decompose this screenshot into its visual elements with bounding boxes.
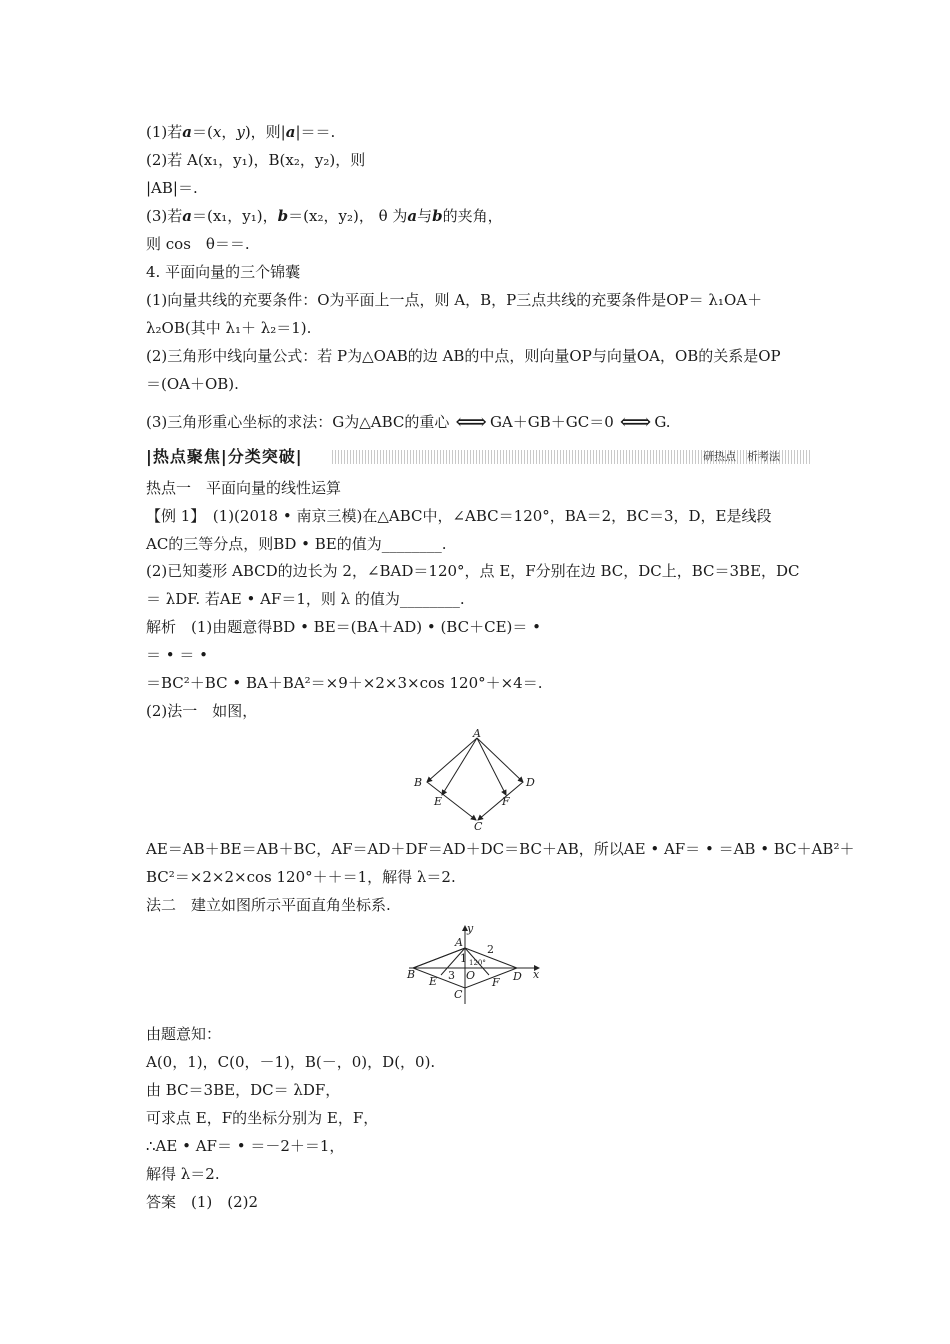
label-two: 2 bbox=[487, 943, 494, 956]
text-line: (3)若a＝(x₁，y₁)，b＝(x₂，y₂)， θ 为a与b的夹角， bbox=[146, 207, 503, 225]
example-line: (2)已知菱形 ABCD的边长为 2，∠BAD＝120°，点 E，F分别在边 BC，DC上，BC＝3BE，DC bbox=[146, 562, 800, 580]
rhombus-figure bbox=[405, 728, 545, 832]
subsection-heading: 热点一 平面向量的线性运算 bbox=[146, 479, 342, 497]
label-three: 3 bbox=[448, 969, 455, 982]
iff-arrow: ⟺ bbox=[455, 410, 484, 435]
label-y: y bbox=[467, 922, 474, 935]
segment-ba bbox=[413, 948, 465, 968]
text-line: (1)向量共线的充要条件：O为平面上一点，则 A，B，P三点共线的充要条件是OP＝ λ₁OA＋ bbox=[146, 291, 763, 309]
coordinate-figure bbox=[405, 922, 545, 1006]
text-line: λ₂OB(其中 λ₁＋ λ₂＝1). bbox=[146, 319, 312, 337]
label-b: B bbox=[407, 968, 416, 981]
solution-line: (2)法一 如图， bbox=[146, 702, 258, 720]
banner-title: |热点聚焦|分类突破| bbox=[146, 446, 309, 468]
vector-dc bbox=[478, 782, 523, 820]
solution-line: 由题意知： bbox=[146, 1025, 222, 1043]
solution-line: BC²＝×2×2×cos 120°＋＋＝1，解得 λ＝2. bbox=[146, 868, 456, 886]
solution-line: 解析 (1)由题意得BD • BE＝(BA＋AD) • (BC＋CE)＝ • bbox=[146, 618, 541, 636]
text-line: (2)三角形中线向量公式：若 P为△OAB的边 AB的中点，则向量OP与向量OA，OB的关系是OP bbox=[146, 347, 781, 365]
vector-ad bbox=[477, 738, 523, 782]
solution-line: ∴AE • AF＝ • ＝－2＋＝1， bbox=[146, 1137, 345, 1155]
text-line: |AB|＝. bbox=[146, 179, 198, 197]
banner-tag: 研热点 析考法 bbox=[703, 450, 780, 463]
label-d: D bbox=[526, 776, 535, 789]
label-d: D bbox=[513, 970, 522, 983]
solution-line: 解得 λ＝2. bbox=[146, 1165, 220, 1183]
solution-line: 由 BC＝3BE，DC＝ λDF， bbox=[146, 1081, 341, 1099]
iff-arrow: ⟺ bbox=[619, 410, 649, 435]
label-c: C bbox=[474, 820, 483, 832]
vector-ae bbox=[442, 738, 477, 795]
text-line: (2)若 A(x₁，y₁)，B(x₂，y₂)，则 bbox=[146, 151, 366, 169]
solution-line: ＝ • ＝ • bbox=[146, 646, 208, 664]
section-heading: 4. 平面向量的三个锦囊 bbox=[146, 263, 301, 281]
example-line: AC的三等分点，则BD • BE的值为________. bbox=[146, 535, 447, 553]
label-x: x bbox=[533, 968, 540, 981]
solution-line: 可求点 E，F的坐标分别为 E，F， bbox=[146, 1109, 379, 1127]
vector-af bbox=[477, 738, 506, 795]
text-line: ＝(OA＋OB). bbox=[146, 375, 239, 393]
label-a: A bbox=[455, 936, 463, 949]
text-line: (1)若a＝(x，y)，则|a|＝＝. bbox=[146, 123, 336, 141]
label-a: A bbox=[473, 728, 481, 740]
text-line: 则 cos θ＝＝. bbox=[146, 235, 250, 253]
label-one: 1 bbox=[460, 952, 467, 965]
label-o: O bbox=[466, 969, 476, 982]
vector-ab bbox=[427, 738, 477, 782]
answer-line: 答案 (1) (2)2 bbox=[146, 1193, 259, 1211]
solution-line: AE＝AB＋BE＝AB＋BC，AF＝AD＋DF＝AD＋DC＝BC＋AB，所以AE • AF＝ • ＝AB • BC＋AB²＋ bbox=[146, 840, 855, 858]
label-e: E bbox=[434, 795, 443, 808]
label-b: B bbox=[414, 776, 423, 789]
example-line: 【例 1】 (1)(2018 • 南京三模)在△ABC中，∠ABC＝120°，BA＝2，BC＝3，D，E是线段 bbox=[146, 507, 772, 525]
text-line: (3)三角形重心坐标的求法：G为△ABC的重心 ⟺ GA＋GB＋GC＝0 ⟺ G. bbox=[146, 410, 671, 435]
label-angle: 120° bbox=[469, 959, 486, 967]
label-f: F bbox=[492, 976, 500, 989]
section-banner bbox=[146, 446, 810, 468]
solution-line: A(0，1)，C(0，－1)，B(－，0)，D(，0). bbox=[146, 1053, 436, 1071]
solution-line: 法二 建立如图所示平面直角坐标系. bbox=[146, 896, 391, 914]
label-f: F bbox=[502, 795, 510, 808]
label-e: E bbox=[429, 975, 438, 988]
solution-line: ＝BC²＋BC • BA＋BA²＝×9＋×2×3×cos 120°＋×4＝. bbox=[146, 674, 543, 692]
example-line: ＝ λDF. 若AE • AF＝1，则 λ 的值为________. bbox=[146, 590, 465, 608]
label-c: C bbox=[454, 988, 463, 1001]
